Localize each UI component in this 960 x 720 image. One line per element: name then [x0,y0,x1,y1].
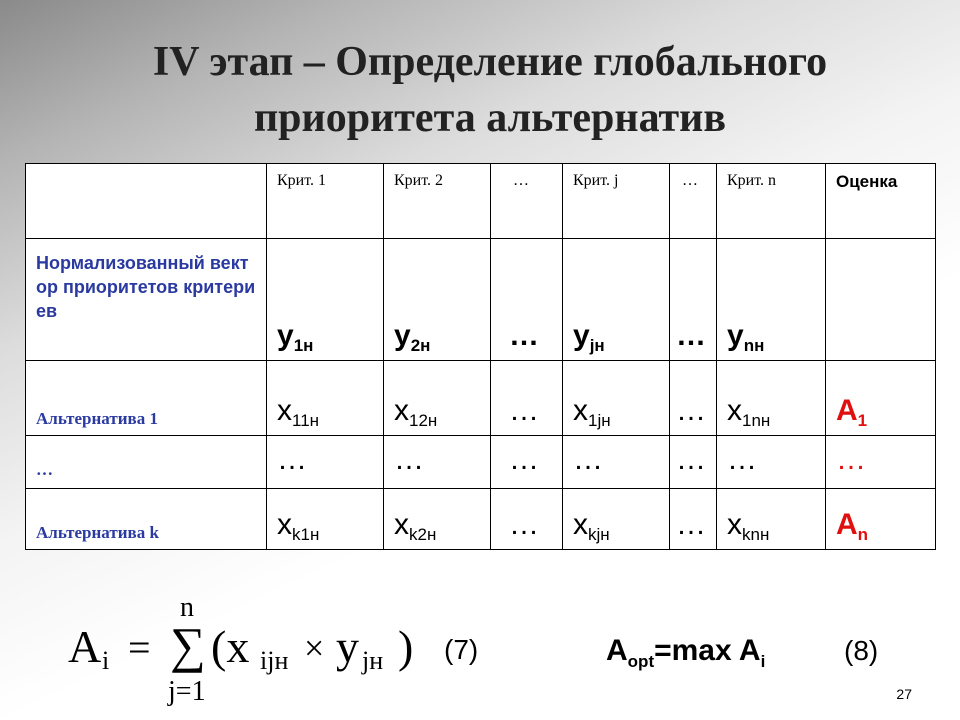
vector-value: $y_{1н}$ [277,319,314,355]
vector-value: $y_{2н}$ [394,319,431,355]
header-cell: Крит. 1 [267,164,384,239]
row-label: … [36,460,53,479]
title-line-1: IV этап – Определение глобального [152,39,828,85]
row-label-cell [26,436,267,489]
sum-upper-limit: n [180,592,194,623]
vector-value: $y_{jн}$ [573,319,605,355]
header-cell: … [491,164,563,239]
header-corner-cell [26,164,267,239]
title-line-2: приоритета альтернатив [253,95,727,141]
formula-x-sub: ijн [260,646,289,675]
sigma-symbol: ∑ [170,617,206,673]
matrix-value: … [394,443,426,476]
header-cell: Крит. n [717,164,826,239]
formula-7-number: (7) [444,634,479,665]
matrix-value: … [573,443,605,476]
header-cell: Крит. j [563,164,670,239]
formula-8-number: (8) [844,635,879,666]
row-label-cell [26,239,267,361]
formula-equals: = [128,625,151,670]
estimate-value: … [836,443,868,476]
matrix-value: … [676,443,708,476]
matrix-value: … [509,394,541,427]
formula-y: y [336,621,359,672]
matrix-value: $x_{12н}$ [394,394,438,430]
matrix-value: $x_{kjн}$ [573,508,610,544]
header-cell: … [670,164,717,239]
priority-table [25,163,936,550]
formula-8: $A_{opt}=\max$ $A_i$ [606,634,766,671]
header-row [26,164,936,239]
row-label-cell [26,361,267,436]
matrix-value: $x_{1jн}$ [573,394,611,430]
matrix-value: … [676,394,708,427]
row-label: Альтернатива k [36,523,159,542]
estimate-value: $A_1$ [836,394,868,430]
priority-vector-row [26,239,936,361]
formula-y-sub: jн [362,646,384,675]
matrix-value: … [277,443,309,476]
header-cell: Крит. 2 [384,164,491,239]
alternative-row [26,436,936,489]
formula-close: ) [398,621,414,672]
slide-title [60,34,920,146]
matrix-value: $x_{11н}$ [277,394,320,430]
matrix-value: $x_{k1н}$ [277,508,320,544]
formula-times: × [304,628,325,668]
alternative-row [26,361,936,436]
formula-open: (x [211,621,250,672]
vector-value: … [509,319,541,352]
matrix-value: … [727,443,759,476]
matrix-value: … [509,508,541,541]
vector-value: $y_{nн}$ [727,319,765,355]
estimate-value: $A_n$ [836,508,869,544]
page-number: 27 [896,686,912,702]
sum-lower-limit: j=1 [168,676,206,707]
formula-7 [68,592,488,712]
matrix-value: $x_{k2н}$ [394,508,437,544]
formula-lhs-sub: i [102,646,110,675]
formula-lhs: A [68,621,102,672]
row-label: Нормализованный вектор приоритетов критериев [36,253,256,321]
matrix-value: … [676,508,708,541]
alternative-row [26,489,936,550]
row-label: Альтернатива 1 [36,409,158,428]
row-label-cell [26,489,267,550]
header-cell: Оценка [826,164,936,239]
vector-value: … [676,319,708,352]
matrix-value: $x_{knн}$ [727,508,770,544]
matrix-value: … [509,443,541,476]
matrix-value: $x_{1nн}$ [727,394,771,430]
